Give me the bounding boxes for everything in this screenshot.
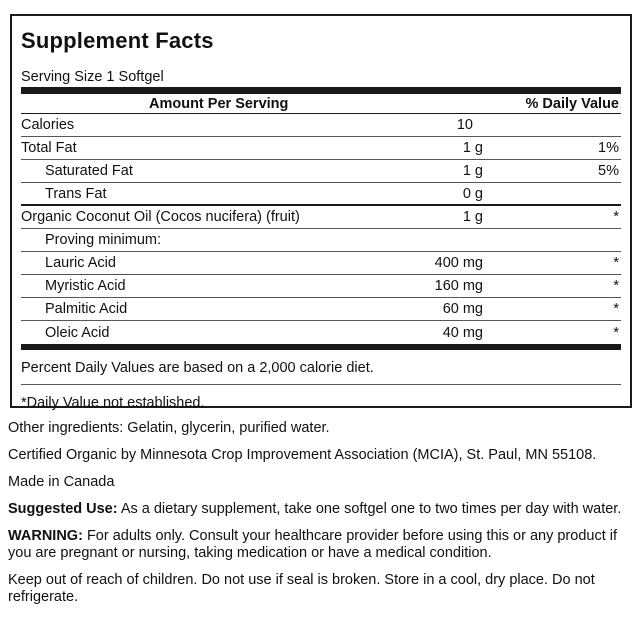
daily-value-header: % Daily Value	[525, 95, 619, 112]
dv-not-established-footnote: *Daily Value not established.	[21, 384, 621, 411]
nutrient-amount: 1 g	[462, 140, 483, 156]
storage-instructions: Keep out of reach of children. Do not use if seal is broken. Store in a cool, dry place. Do not refrigerate.	[8, 572, 595, 605]
nutrient-dv: *	[613, 278, 619, 294]
certification-statement: Certified Organic by Minnesota Crop Improvement Association (MCIA), St. Paul, MN 55108.	[8, 447, 597, 463]
nutrient-name: Lauric Acid	[45, 255, 116, 271]
nutrient-row-lauric-acid	[21, 252, 621, 275]
nutrient-name: Trans Fat	[45, 185, 107, 202]
nutrient-row-calories	[21, 114, 621, 137]
nutrient-dv: 1%	[598, 140, 619, 156]
supplement-facts-panel	[10, 14, 632, 411]
nutrient-row-myristic-acid	[21, 275, 621, 298]
suggested-use-label: Suggested Use:	[8, 501, 118, 517]
nutrient-dv: *	[613, 301, 619, 317]
nutrient-row-saturated-fat	[21, 160, 621, 183]
nutrient-amount: 40 mg	[442, 324, 483, 341]
facts-title: Supplement Facts	[21, 28, 214, 53]
nutrient-dv: *	[613, 324, 619, 341]
nutrient-amount: 1 g	[462, 209, 483, 225]
nutrient-name: Oleic Acid	[45, 324, 110, 341]
nutrient-dv: 5%	[598, 163, 619, 179]
warning	[8, 528, 632, 562]
nutrient-amount: 10	[456, 117, 473, 133]
nutrient-name: Palmitic Acid	[45, 301, 128, 317]
amount-per-serving-header: Amount Per Serving	[149, 95, 289, 112]
facts-header-row	[21, 94, 621, 114]
nutrient-name: Organic Coconut Oil (Cocos nucifera) (fruit)	[21, 209, 300, 225]
nutrient-name: Total Fat	[21, 140, 77, 156]
serving-size: Serving Size 1 Softgel	[21, 69, 164, 85]
warning-label: WARNING:	[8, 528, 83, 544]
nutrient-name: Calories	[21, 117, 75, 133]
nutrient-row-proving-minimum	[21, 229, 621, 252]
label-text-section	[8, 420, 632, 616]
nutrient-row-palmitic-acid	[21, 298, 621, 321]
nutrient-dv: *	[613, 255, 619, 271]
thick-divider	[21, 344, 621, 350]
nutrient-amount: 0 g	[462, 185, 483, 202]
nutrient-amount: 60 mg	[442, 301, 483, 317]
nutrient-name: Myristic Acid	[45, 278, 126, 294]
nutrient-amount: 1 g	[462, 163, 483, 179]
nutrient-name: Saturated Fat	[45, 163, 133, 179]
nutrient-amount: 160 mg	[434, 278, 483, 294]
nutrient-amount: 400 mg	[434, 255, 483, 271]
warning-text: For adults only. Consult your healthcare provider before using this or any product if you are pregnant or nursing, taking medication or have a medical condition.	[8, 528, 618, 561]
suggested-use-text: As a dietary supplement, take one softgel one to two times per day with water.	[117, 501, 622, 517]
nutrient-row-trans-fat	[21, 183, 621, 206]
percent-dv-footnote: Percent Daily Values are based on a 2,000 calorie diet.	[21, 360, 374, 376]
nutrient-row-oleic-acid	[21, 321, 621, 344]
nutrient-row-total-fat	[21, 137, 621, 160]
nutrient-row-coconut-oil	[21, 206, 621, 229]
thick-divider	[21, 87, 621, 94]
nutrient-name: Proving minimum:	[45, 232, 162, 248]
origin-statement: Made in Canada	[8, 474, 115, 490]
other-ingredients: Other ingredients: Gelatin, glycerin, purified water.	[8, 420, 330, 436]
nutrient-dv: *	[613, 209, 619, 225]
suggested-use	[8, 501, 632, 518]
